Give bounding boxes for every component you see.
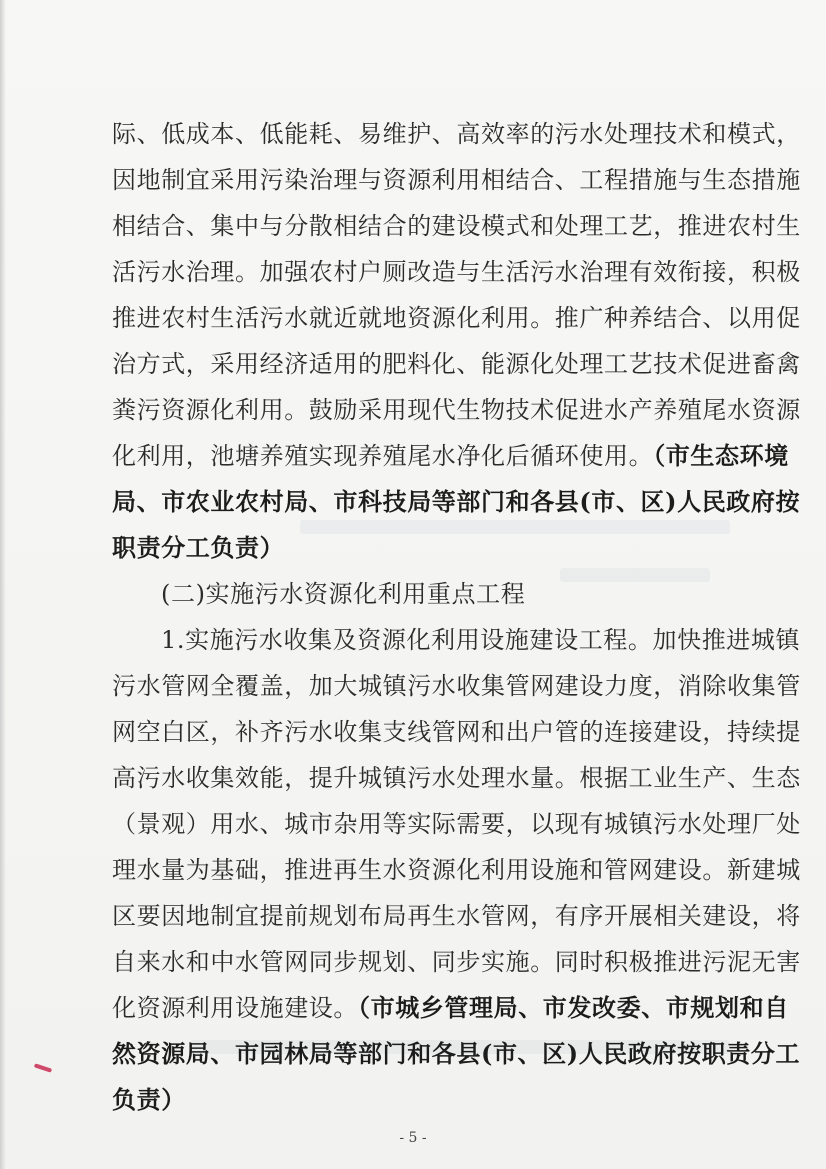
text-line <box>112 442 789 470</box>
text-segment: （景观）用水、城市杂用等实际需要，以现有城镇污水处理厂处 <box>112 810 801 838</box>
text-line <box>112 672 801 700</box>
text-line <box>112 396 801 424</box>
pen-mark <box>34 1063 52 1072</box>
text-line <box>112 488 800 516</box>
text-segment: 治方式，采用经济适用的肥料化、能源化处理工艺技术促进畜禽 <box>112 350 801 378</box>
text-segment: 化资源利用设施建设。 <box>112 994 358 1022</box>
text-line <box>161 626 800 654</box>
text-segment: 区要因地制宜提前规划布局再生水管网，有序开展相关建设，将 <box>112 902 801 930</box>
text-line <box>112 166 801 194</box>
text-segment: 理水量为基础，推进再生水资源化利用设施和管网建设。新建城 <box>112 856 801 884</box>
text-segment: 际、低成本、低能耗、易维护、高效率的污水处理技术和模式， <box>112 120 801 148</box>
text-line <box>112 258 801 286</box>
text-segment: 相结合、集中与分散相结合的建设模式和处理工艺，推进农村生 <box>112 212 801 240</box>
bleed-through-mark <box>560 568 710 582</box>
text-line <box>112 120 801 148</box>
text-line <box>112 902 801 930</box>
text-segment: 因地制宜采用污染治理与资源利用相结合、工程措施与生态措施 <box>112 166 801 194</box>
text-line <box>112 1086 186 1114</box>
text-line <box>112 1040 800 1068</box>
text-segment: 化利用，池塘养殖实现养殖尾水净化后循环使用。 <box>112 442 654 470</box>
text-line <box>112 810 801 838</box>
text-line <box>112 304 801 332</box>
responsible-departments: 局、市农业农村局、市科技局等部门和各县(市、区)人民政府按 <box>112 487 801 516</box>
text-line <box>112 718 801 746</box>
text-segment: 粪污资源化利用。鼓励采用现代生物技术促进水产养殖尾水资源 <box>112 396 801 424</box>
text-line <box>112 856 801 884</box>
text-line <box>112 948 801 976</box>
text-segment: 污水管网全覆盖，加大城镇污水收集管网建设力度，消除收集管 <box>112 672 801 700</box>
text-line <box>112 212 801 240</box>
bleed-through-mark <box>300 520 730 534</box>
scan-edge-shadow <box>0 0 6 1169</box>
text-segment: 网空白区，补齐污水收集支线管网和出户管的连接建设，持续提 <box>112 718 801 746</box>
responsible-departments: （市生态环境 <box>653 441 789 470</box>
text-line <box>112 534 284 562</box>
responsible-departments: （市城乡管理局、市发改委、市规划和自 <box>358 993 789 1022</box>
section-heading <box>161 580 525 608</box>
text-line <box>112 994 789 1022</box>
text-segment: 1.实施污水收集及资源化利用设施建设工程。加快推进城镇 <box>161 626 801 654</box>
text-line <box>112 764 801 792</box>
responsible-departments: 职责分工负责） <box>112 533 285 562</box>
text-segment: 高污水收集效能，提升城镇污水处理水量。根据工业生产、生态 <box>112 764 801 792</box>
text-segment: 推进农村生活污水就近就地资源化利用。推广种养结合、以用促 <box>112 304 801 332</box>
text-line <box>112 350 801 378</box>
responsible-departments: 负责） <box>112 1085 186 1114</box>
text-segment: 活污水治理。加强农村户厕改造与生活污水治理有效衔接，积极 <box>112 258 801 286</box>
page-number: - 5 - <box>399 1130 427 1146</box>
responsible-departments: 然资源局、市园林局等部门和各县(市、区)人民政府按职责分工 <box>112 1039 801 1068</box>
text-segment: (二)实施污水资源化利用重点工程 <box>161 580 526 608</box>
text-segment: 自来水和中水管网同步规划、同步实施。同时积极推进污泥无害 <box>112 948 801 976</box>
